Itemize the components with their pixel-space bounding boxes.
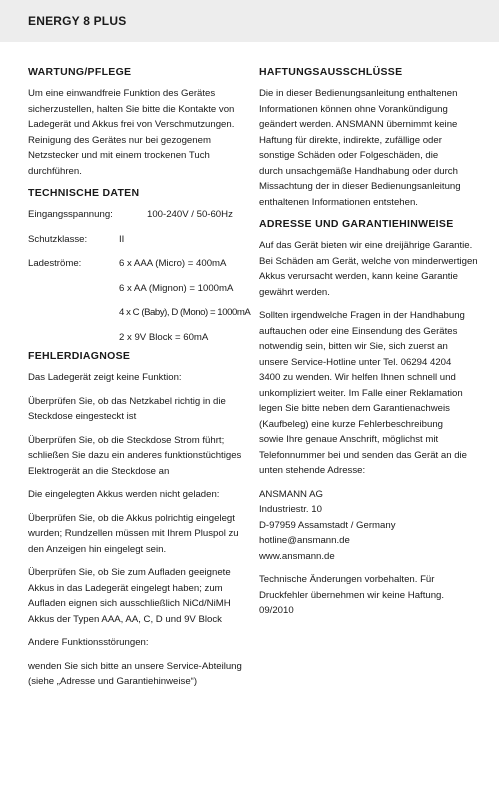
spec-charge-current-3 <box>28 305 251 330</box>
text-line: Netzstecker und mit einem trockenen Tuch <box>28 150 210 161</box>
text-line: durch unsachgemäße Handhabung oder durch <box>259 165 458 177</box>
text-line: Elektrogerät an die Steckdose an <box>28 465 170 477</box>
spec-input-voltage <box>28 207 246 232</box>
spec-label: Ladeströme: <box>28 258 82 269</box>
text-line: wurden; Rundzellen müssen mit Ihrem Pluspol zu <box>28 528 239 539</box>
text-line: sicherzustellen, halten Sie bitte die Kontakte von <box>28 103 235 115</box>
warranty-text-2 <box>259 308 478 479</box>
header-bar <box>0 0 499 42</box>
text-line: unten stehende Adresse: <box>259 465 366 476</box>
text-line: Um eine einwandfreie Funktion des Gerätes <box>28 88 216 99</box>
text-line: (Kaufbeleg) eine kurze Fehlerbeschreibung <box>259 418 443 430</box>
text-line: Überprüfen Sie, ob Sie zum Aufladen geeignete <box>28 567 231 578</box>
text-line: Aufladen eignen sich ausschließlich NiCd/NiMH <box>28 598 231 609</box>
left-column <box>28 66 251 698</box>
text-line: Die in dieser Bedienungsanleitung enthaltenen <box>259 88 458 99</box>
text-line: Ladegerät und Akkus frei von Verschmutzungen. <box>28 119 235 130</box>
trouble-text-5 <box>28 511 246 558</box>
text-line: Akkus in das Ladegerät eingelegt haben; zum <box>28 582 223 594</box>
text-line: Druckfehler übernehmen wir keine Haftung. <box>259 589 445 601</box>
text-line: Missachtung der in dieser Bedienungsanleitung <box>259 181 461 192</box>
spec-protection-class <box>28 232 246 257</box>
trouble-text-3 <box>28 433 246 480</box>
text-line: Auf das Gerät bieten wir eine dreijährige Garantie. <box>259 240 473 251</box>
text-line: auftauchen oder eine Einsendung des Gerätes <box>259 325 458 337</box>
warranty-heading: ADRESSE UND GARANTIEHINWEISE <box>259 218 454 230</box>
trouble-text-8 <box>28 659 246 690</box>
trouble-section <box>28 350 246 690</box>
text-line: 3400 zu wenden. Wir helfen Ihnen schnell und <box>259 372 456 383</box>
care-section <box>28 66 246 179</box>
spec-label: Schutzklasse: <box>28 233 88 245</box>
text-line: Steckdose eingesteckt ist <box>28 411 137 422</box>
text-line: Technische Änderungen vorbehalten. Für <box>259 574 435 585</box>
text-line: geändert werden. ANSMANN übernimmt keine <box>259 119 458 130</box>
care-text <box>28 86 246 179</box>
text-line: legen Sie bitte neben dem Garantienachweis <box>259 403 450 414</box>
trouble-heading: FEHLERDIAGNOSE <box>28 350 131 362</box>
text-line: den Anzeigen hin eingelegt sein. <box>28 543 167 555</box>
trouble-text-6 <box>28 565 246 627</box>
text-line: 09/2010 <box>259 605 294 616</box>
text-line: Überprüfen Sie, ob die Steckdose Strom führt; <box>28 434 225 446</box>
text-line: Akkus der Typen AAA, AA, C, D und 9V Block <box>28 613 222 625</box>
text-line: sonstige Schäden oder Folgeschäden, die <box>259 150 439 161</box>
trouble-text-4 <box>28 487 246 503</box>
warranty-section <box>259 218 478 619</box>
trouble-text-1 <box>28 370 246 386</box>
text-line: Sollten irgendwelche Fragen in der Handhabung <box>259 310 465 321</box>
liability-text <box>259 86 478 210</box>
text-line: Bei Schäden am Gerät, welche von minderwertigen <box>259 255 478 267</box>
text-line: ANSMANN AG <box>259 488 323 500</box>
text-line: hotline@ansmann.de <box>259 535 350 546</box>
text-line: Andere Funktionsstörungen: <box>28 637 149 648</box>
spec-value: 4 x C (Baby), D (Mono) = 1000mA <box>119 307 251 318</box>
care-heading: WARTUNG/PFLEGE <box>28 66 132 78</box>
spec-value: 6 x AA (Mignon) = 1000mA <box>119 282 234 294</box>
tech-heading: TECHNISCHE DATEN <box>28 187 140 199</box>
address-block <box>259 487 478 565</box>
liability-heading: HAFTUNGSAUSSCHLÜSSE <box>259 66 403 78</box>
spec-value: 2 x 9V Block = 60mA <box>119 331 209 343</box>
text-line: Überprüfen Sie, ob die Akkus polrichtig eingelegt <box>28 512 235 524</box>
text-line: enthaltenen Informationen entstehen. <box>259 196 418 208</box>
text-line: sowie Ihre genaue Anschrift, möglichst mit <box>259 434 439 445</box>
text-line: Industriestr. 10 <box>259 504 322 515</box>
spec-charge-current-2 <box>28 281 246 306</box>
spec-value: 6 x AAA (Micro) = 400mA <box>119 258 227 269</box>
spec-charge-current-1 <box>28 256 246 281</box>
trouble-text-2 <box>28 394 246 425</box>
spec-value: 100-240V / 50-60Hz <box>147 209 233 220</box>
text-line: unsere Service-Hotline unter Tel. 06294 4204 <box>259 356 452 368</box>
text-line: Das Ladegerät zeigt keine Funktion: <box>28 372 182 383</box>
text-line: notwendig sein, bitten wir Sie, sich zuerst an <box>259 341 448 352</box>
spec-value: II <box>119 233 125 245</box>
text-line: gewährt werden. <box>259 286 330 298</box>
footer-note <box>259 572 478 619</box>
right-column <box>259 66 478 627</box>
text-line: durchführen. <box>28 165 82 177</box>
text-line: www.ansmann.de <box>259 550 335 562</box>
text-line: schließen Sie dazu ein anderes funktionstüchtiges <box>28 450 242 461</box>
text-line: unkompliziert weiter. Im Falle einer Reklamation <box>259 387 463 399</box>
text-line: Reinigung des Gerätes nur bei gezogenem <box>28 134 211 146</box>
text-line: Die eingelegten Akkus werden nicht geladen: <box>28 489 220 500</box>
text-line: Telefonnummer bei und senden das Gerät an die <box>259 449 467 461</box>
text-line: Akkus verursacht werden, kann keine Garantie <box>259 271 458 282</box>
text-line: (siehe „Adresse und Garantiehinweise“) <box>28 676 198 687</box>
document-title: ENERGY 8 PLUS <box>28 14 127 28</box>
liability-section <box>259 66 478 210</box>
tech-section <box>28 187 251 354</box>
warranty-text-1 <box>259 238 478 300</box>
text-line: Überprüfen Sie, ob das Netzkabel richtig in die <box>28 395 226 407</box>
spec-label: Eingangsspannung: <box>28 209 113 220</box>
trouble-text-7 <box>28 635 246 651</box>
text-line: Informationen können ohne Vorankündigung <box>259 103 448 115</box>
text-line: D-97959 Assamstadt / Germany <box>259 519 396 531</box>
text-line: wenden Sie sich bitte an unsere Service-Abteilung <box>28 660 242 672</box>
text-line: Haftung für direkte, indirekte, zufällige oder <box>259 134 442 146</box>
